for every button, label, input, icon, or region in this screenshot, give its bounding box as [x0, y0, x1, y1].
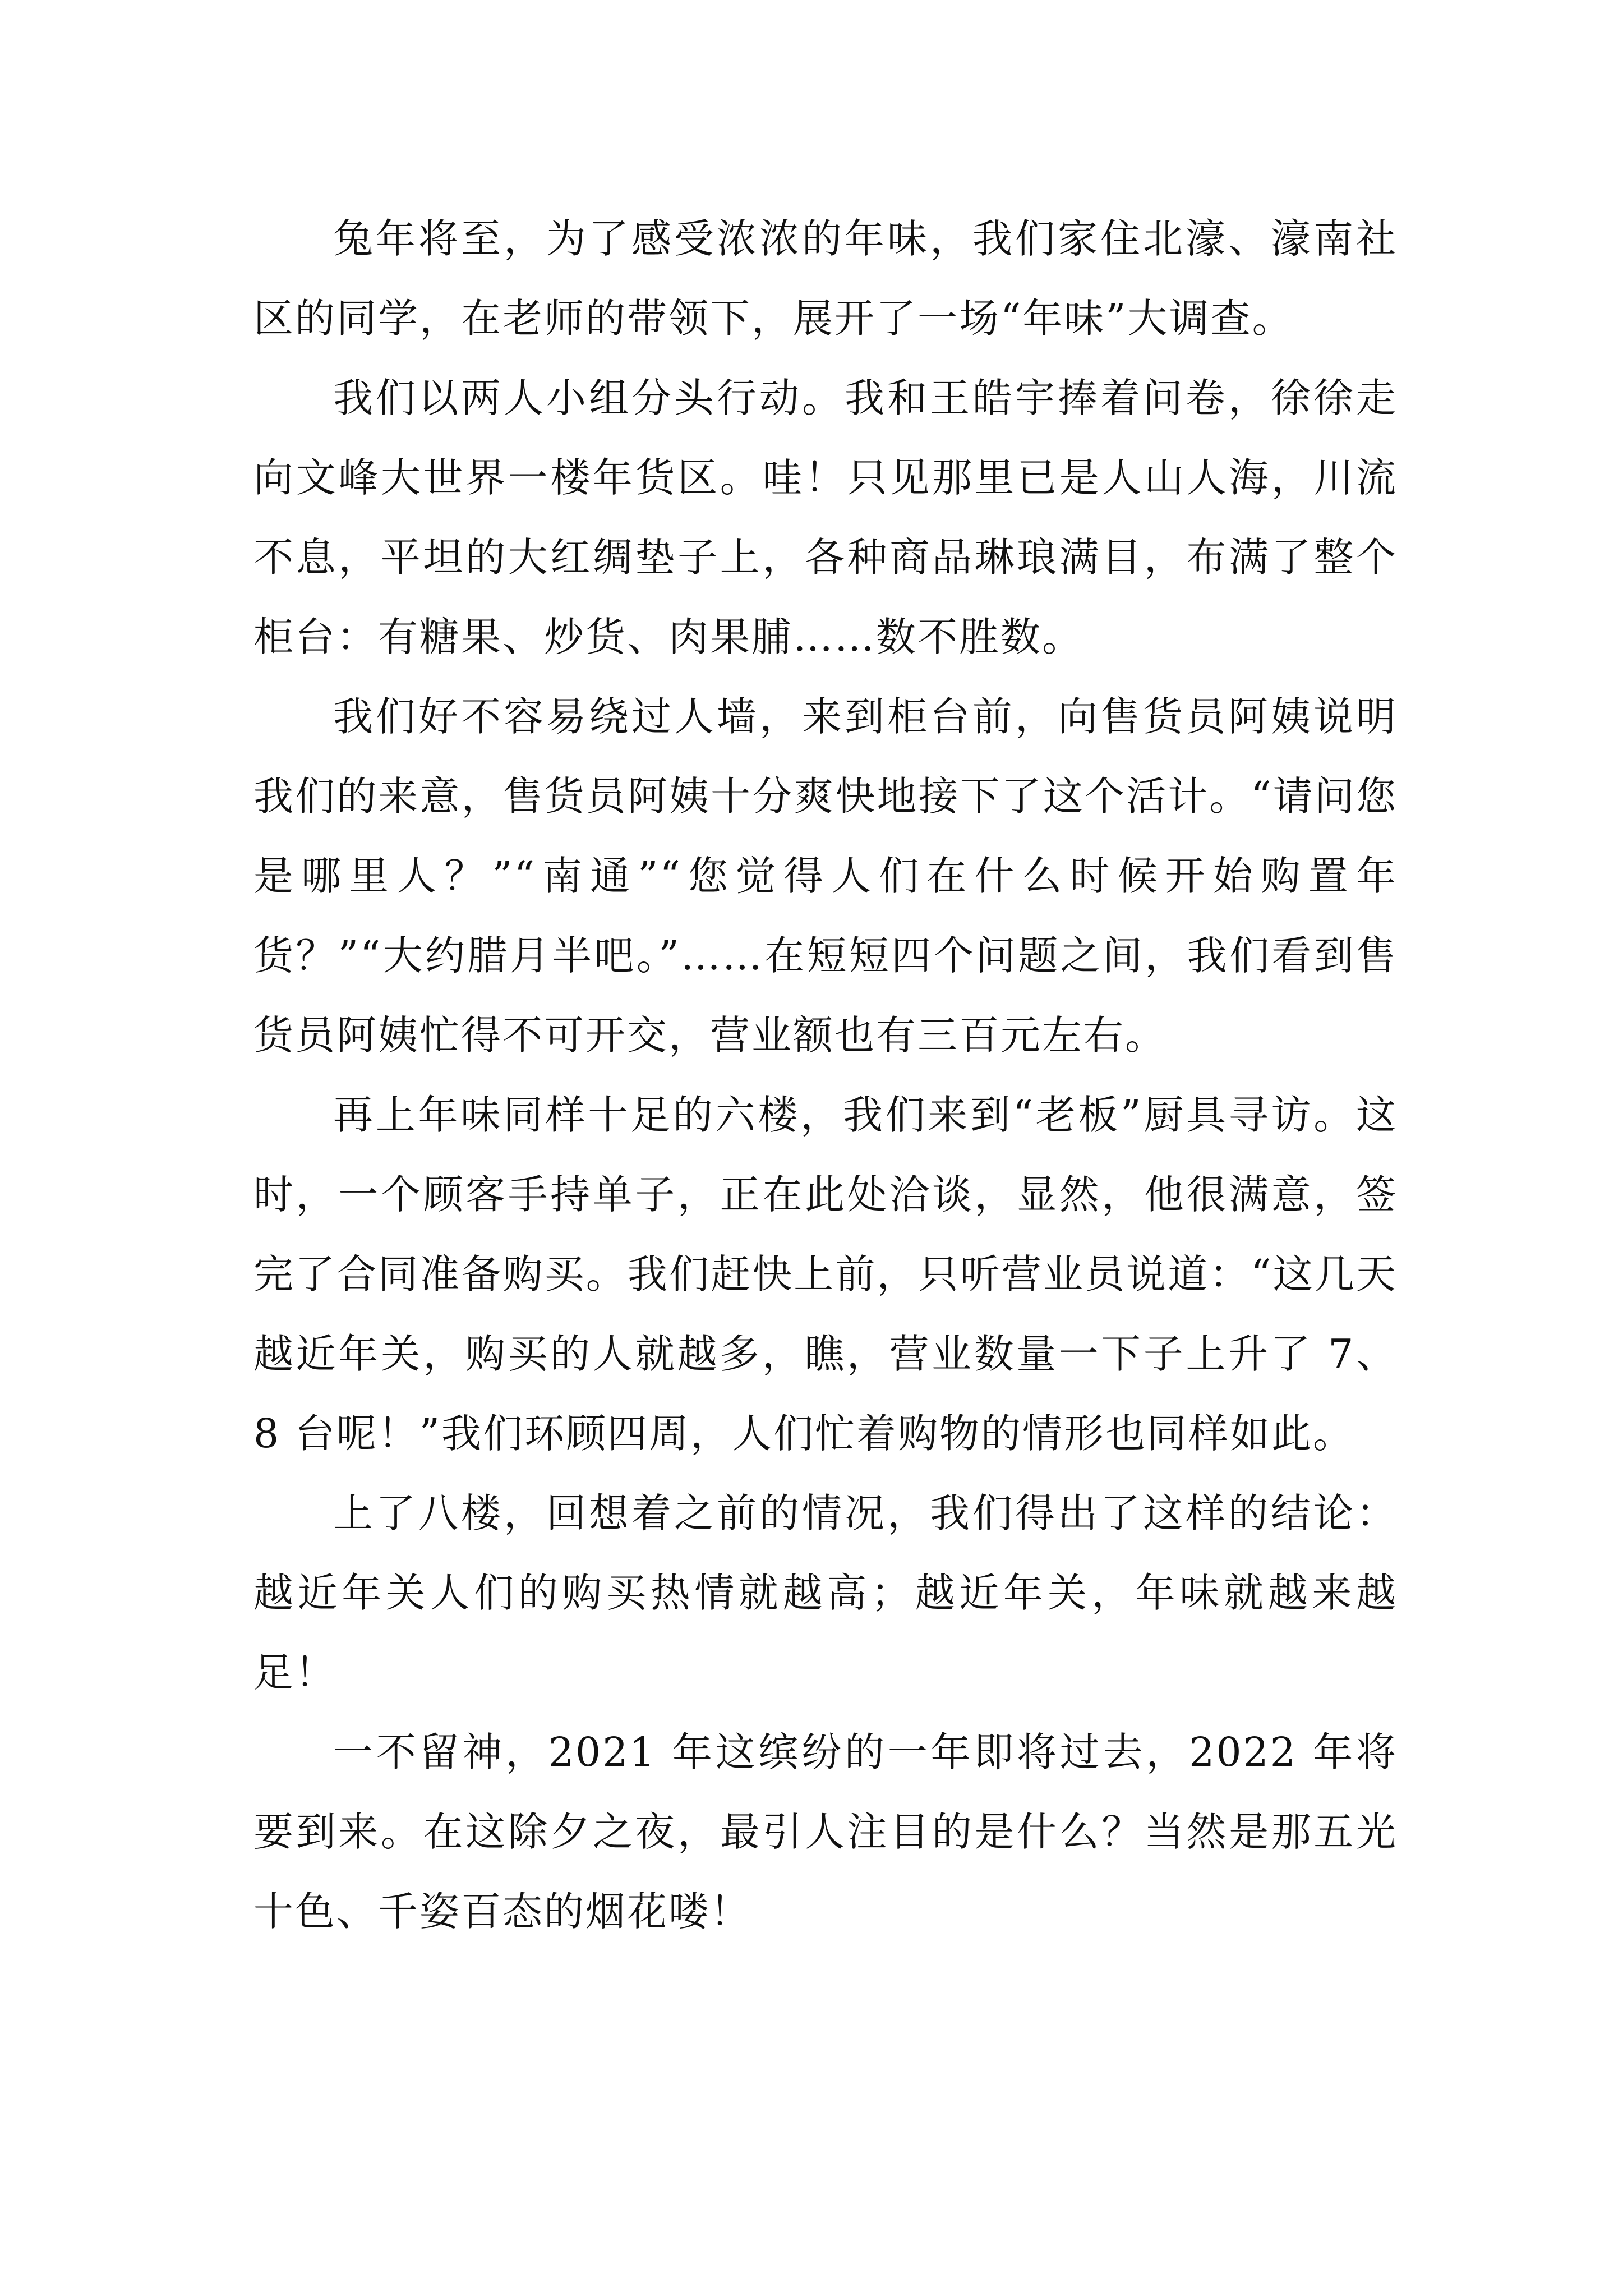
- paragraph-4: 再上年味同样十足的六楼，我们来到“老板”厨具寻访。这时，一个顾客手持单子，正在此处洽谈，显然，他很满意，签完了合同准备购买。我们赶快上前，只听营业员说道：“这几天越近年关，购买的人就越多，瞧，营业数量一下子上升了 7、8 台呢！”我们环顾四周，人们忙着购物的情形也同样如此。: [253, 1092, 1398, 1457]
- paragraph-1: 兔年将至，为了感受浓浓的年味，我们家住北濠、濠南社区的同学，在老师的带领下，展开了一场“年味”大调查。: [253, 215, 1398, 342]
- paragraph-3: 我们好不容易绕过人墙，来到柜台前，向售货员阿姨说明我们的来意，售货员阿姨十分爽快地接下了这个活计。“请问您是哪里人？”“南通”“您觉得人们在什么时候开始购置年货？”“大约腊月半吧。”……在短短四个问题之间，我们看到售货员阿姨忙得不可开交，营业额也有三百元左右。: [253, 693, 1398, 1059]
- paragraph-6: 一不留神，2021 年这缤纷的一年即将过去，2022 年将要到来。在这除夕之夜，最引人注目的是什么？当然是那五光十色、千姿百态的烟花喽！: [253, 1729, 1398, 1935]
- paragraph-5: 上了八楼，回想着之前的情况，我们得出了这样的结论：越近年关人们的购买热情就越高；越近年关，年味就越来越足！: [253, 1490, 1398, 1696]
- paragraph-2: 我们以两人小组分头行动。我和王皓宇捧着问卷，徐徐走向文峰大世界一楼年货区。哇！只见那里已是人山人海，川流不息，平坦的大红绸垫子上，各种商品琳琅满目，布满了整个柜台：有糖果、炒货、肉果脯……数不胜数。: [253, 375, 1398, 660]
- article-body: [253, 199, 1398, 1952]
